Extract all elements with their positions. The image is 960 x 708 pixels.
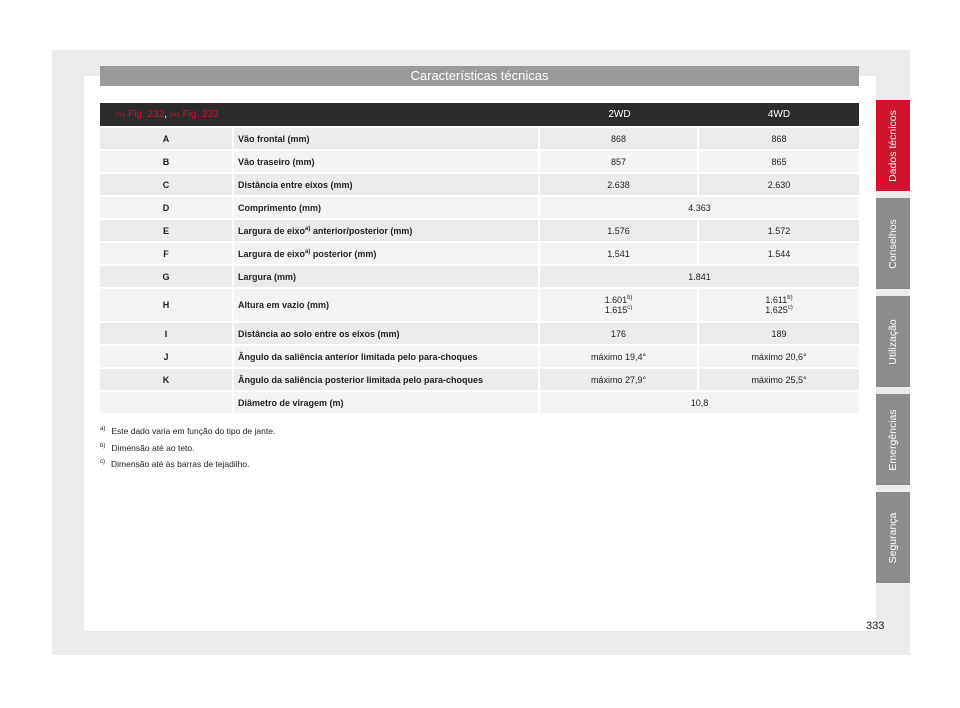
row-key: E [100, 220, 234, 241]
header-empty [234, 103, 540, 126]
tab-conselhos[interactable] [876, 198, 910, 289]
row-label [234, 243, 540, 264]
table-row [100, 151, 859, 172]
tab-label: Conselhos [887, 218, 899, 269]
footnote-ref: b) [627, 295, 633, 301]
fig-233-link[interactable]: Fig. 233 [182, 109, 219, 120]
value-4wd: 189 [699, 323, 859, 344]
row-label: Altura em vazio (mm) [234, 289, 540, 321]
value-both: 10,8 [540, 392, 859, 413]
footnotes [100, 423, 275, 473]
footnote-ref: b) [787, 295, 793, 301]
table-row [100, 323, 859, 344]
footnote-ref: a) [305, 225, 311, 232]
footnote-mark: b) [100, 442, 106, 449]
value-2wd: máximo 27,9° [540, 369, 699, 390]
value-4wd: 1.572 [699, 220, 859, 241]
value-2wd: 176 [540, 323, 699, 344]
row-key: C [100, 174, 234, 195]
row-key: B [100, 151, 234, 172]
label-text: anterior/posterior (mm) [310, 225, 413, 236]
table-row [100, 392, 859, 413]
page-title: Características técnicas [100, 66, 859, 86]
row-label: Distância entre eixos (mm) [234, 174, 540, 195]
value-2wd: 2.638 [540, 174, 699, 195]
fig-232-link[interactable]: Fig. 232 [128, 109, 165, 120]
table-row [100, 369, 859, 390]
table-row [100, 197, 859, 218]
label-text: Largura de eixo [238, 248, 306, 259]
value-2wd: máximo 19,4° [540, 346, 699, 367]
row-label: Vão traseiro (mm) [234, 151, 540, 172]
header-2wd: 2WD [540, 103, 699, 126]
value-4wd [699, 289, 859, 321]
value-line: 1.625 [765, 305, 788, 315]
ref-arrow: ››› [169, 109, 180, 120]
specs-table [100, 101, 859, 415]
tab-label: Dados técnicos [887, 109, 899, 182]
footnote [100, 440, 275, 457]
table-row [100, 128, 859, 149]
table-row [100, 289, 859, 321]
row-label: Largura (mm) [234, 266, 540, 287]
table-row [100, 266, 859, 287]
value-4wd: 1.544 [699, 243, 859, 264]
tab-label: Segurança [887, 512, 899, 563]
figure-reference [100, 103, 234, 126]
footnote-ref: c) [627, 305, 633, 311]
value-both: 4.363 [540, 197, 859, 218]
row-label: Comprimento (mm) [234, 197, 540, 218]
value-line: 1.611 [765, 295, 788, 305]
row-key [100, 392, 234, 413]
value-line: 1.615 [604, 305, 628, 315]
tab-seguranca[interactable] [876, 492, 910, 583]
table-row [100, 174, 859, 195]
ref-arrow: ››› [115, 109, 126, 120]
table-header-row [100, 103, 859, 126]
tab-label: Emergências [887, 408, 899, 471]
row-key: I [100, 323, 234, 344]
row-key: J [100, 346, 234, 367]
table-row [100, 346, 859, 367]
table-row [100, 220, 859, 241]
row-key: A [100, 128, 234, 149]
footnote-ref: c) [787, 305, 793, 311]
value-4wd: 865 [699, 151, 859, 172]
value-4wd: máximo 25,5° [699, 369, 859, 390]
label-text: posterior (mm) [310, 248, 377, 259]
footnote-text: Dimensão até às barras de tejadilho. [111, 459, 250, 469]
tab-label: Utilização [887, 318, 899, 365]
value-line: 1.601 [604, 295, 628, 305]
value-4wd: máximo 20,6° [699, 346, 859, 367]
value-2wd [540, 289, 699, 321]
value-2wd: 1.541 [540, 243, 699, 264]
footnote [100, 423, 275, 440]
header-4wd: 4WD [699, 103, 859, 126]
tab-emergencias[interactable] [876, 394, 910, 485]
footnote-text: Este dado varia em função do tipo de jante. [111, 426, 276, 436]
value-both: 1.841 [540, 266, 859, 287]
footnote-text: Dimensão até ao teto. [111, 442, 195, 453]
value-4wd: 868 [699, 128, 859, 149]
value-2wd: 868 [540, 128, 699, 149]
row-key: K [100, 369, 234, 390]
footnote-ref: a) [305, 248, 311, 255]
value-2wd: 1.576 [540, 220, 699, 241]
tab-dados-tecnicos[interactable] [876, 100, 910, 191]
table-row [100, 243, 859, 264]
row-key: F [100, 243, 234, 264]
ref-separator: , [164, 109, 167, 120]
row-key: H [100, 289, 234, 321]
label-text: Largura de eixo [238, 225, 306, 236]
page-number: 333 [866, 620, 885, 632]
tab-utilizacao[interactable] [876, 296, 910, 387]
row-key: G [100, 266, 234, 287]
row-label: Vão frontal (mm) [234, 128, 540, 149]
value-2wd: 857 [540, 151, 699, 172]
footnote [100, 456, 275, 473]
row-label: Diâmetro de viragem (m) [234, 392, 540, 413]
row-key: D [100, 197, 234, 218]
value-4wd: 2.630 [699, 174, 859, 195]
footnote-mark: a) [100, 426, 106, 433]
row-label: Distância ao solo entre os eixos (mm) [234, 323, 540, 344]
row-label [234, 220, 540, 241]
row-label: Ângulo da saliência anterior limitada pelo para-choques [234, 346, 540, 367]
footnote-mark: c) [100, 459, 105, 466]
row-label: Ângulo da saliência posterior limitada pelo para-choques [234, 369, 540, 390]
